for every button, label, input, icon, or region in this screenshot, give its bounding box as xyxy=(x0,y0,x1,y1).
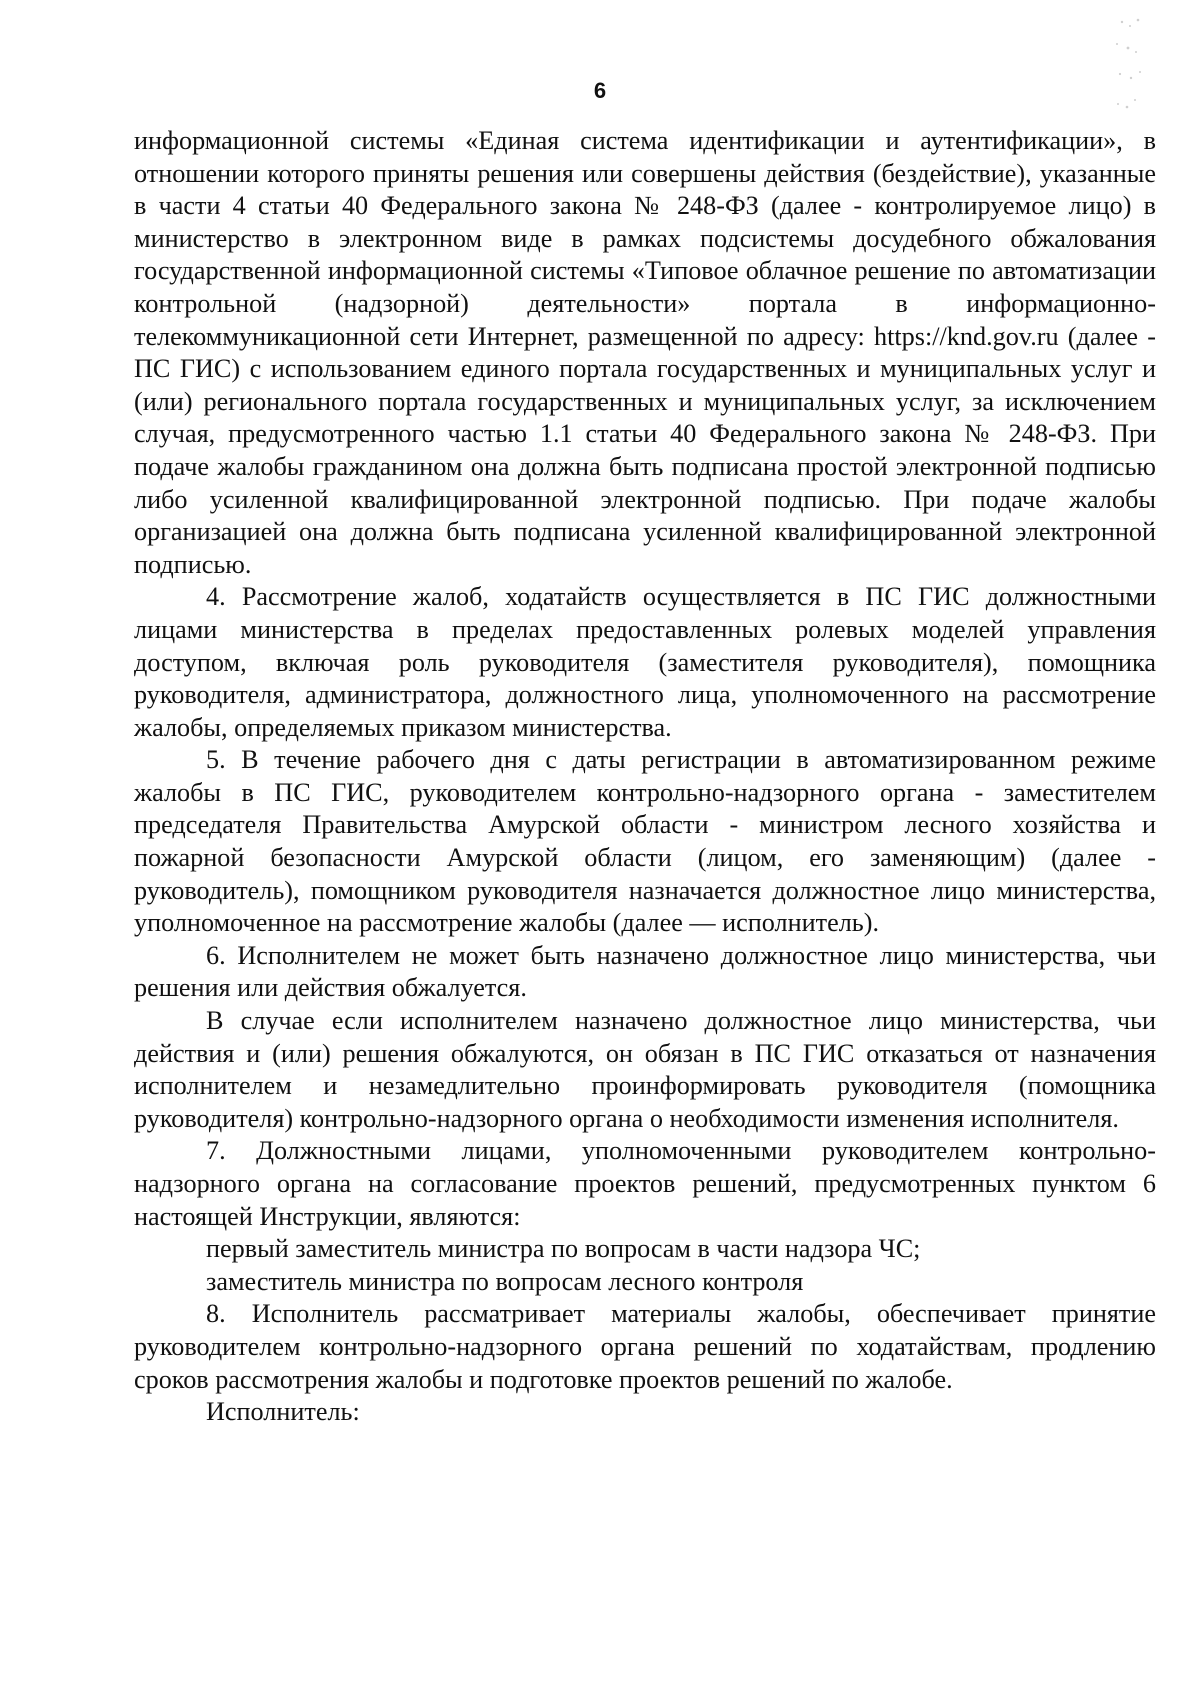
list-item: первый заместитель министра по вопросам в части надзора ЧС; xyxy=(206,1234,921,1264)
paragraph-executor-heading: Исполнитель: xyxy=(206,1397,360,1427)
paragraph-8: 8. Исполнитель рассматривает материалы жалобы, обеспечивает принятие руководителем контрольно-надзорного органа решений по ходатайствам, продлению сроков рассмотрения жалобы и подготовке проектов решений по жалобе. xyxy=(134,1299,1156,1394)
paragraph-7: 7. Должностными лицами, уполномоченными руководителем контрольно-надзорного органа на согласование проектов решений, предусмотренных пунктом 6 настоящей Инструкции, являются: xyxy=(134,1136,1156,1231)
document-body xyxy=(134,125,1156,1429)
paragraph-4: 4. Рассмотрение жалоб, ходатайств осуществляется в ПС ГИС должностными лицами министерства в пределах предоставленных ролевых моделей управления доступом, включая роль руководителя (заместителя руководителя), помощника руководителя, администратора, должностного лица, уполномоченного на рассмотрение жалобы, определяемых приказом министерства. xyxy=(134,582,1156,742)
paragraph-5: 5. В течение рабочего дня с даты регистрации в автоматизированном режиме жалобы в ПС ГИС, руководителем контрольно-надзорного органа - заместителем председателя Правительства Амурской области - министром лесного хозяйства и пожарной безопасности Амурской области (лицом, его заменяющим) (далее - руководитель), помощником руководителя назначается должностное лицо министерства, уполномоченное на рассмотрение жалобы (далее — исполнитель). xyxy=(134,745,1156,938)
page-number: 6 xyxy=(593,78,607,103)
list-item: заместитель министра по вопросам лесного контроля xyxy=(206,1266,804,1296)
paragraph-continuation: информационной системы «Единая система идентификации и аутентификации», в отношении которого приняты решения или совершены действия (бездействие), указанные в части 4 статьи 40 Федерального закона № 248-ФЗ (далее - контролируемое лицо) в министерство в электронном виде в рамках подсистемы досудебного обжалования государственной информационной системы «Типовое облачное решение по автоматизации контрольной (надзорной) деятельности» портала в информационно-телекоммуникационной сети Интернет, размещенной по адресу: https://knd.gov.ru (далее - ПС ГИС) с использованием единого портала государственных и муниципальных услуг и (или) регионального портала государственных и муниципальных услуг, за исключением случая, предусмотренного частью 1.1 статьи 40 Федерального закона № 248-ФЗ. При подаче жалобы гражданином она должна быть подписана простой электронной подписью либо усиленной квалифицированной электронной подписью. При подаче жалобы организацией она должна быть подписана усиленной квалифицированной электронной подписью. xyxy=(134,126,1156,579)
paragraph-6-note: В случае если исполнителем назначено должностное лицо министерства, чьи действия и (или) решения обжалуются, он обязан в ПС ГИС отказаться от назначения исполнителем и незамедлительно проинформировать руководителя (помощника руководителя) контрольно-надзорного органа о необходимости изменения исполнителя. xyxy=(134,1006,1156,1133)
paragraph-6: 6. Исполнителем не может быть назначено должностное лицо министерства, чьи решения или действия обжалуется. xyxy=(134,940,1156,1003)
